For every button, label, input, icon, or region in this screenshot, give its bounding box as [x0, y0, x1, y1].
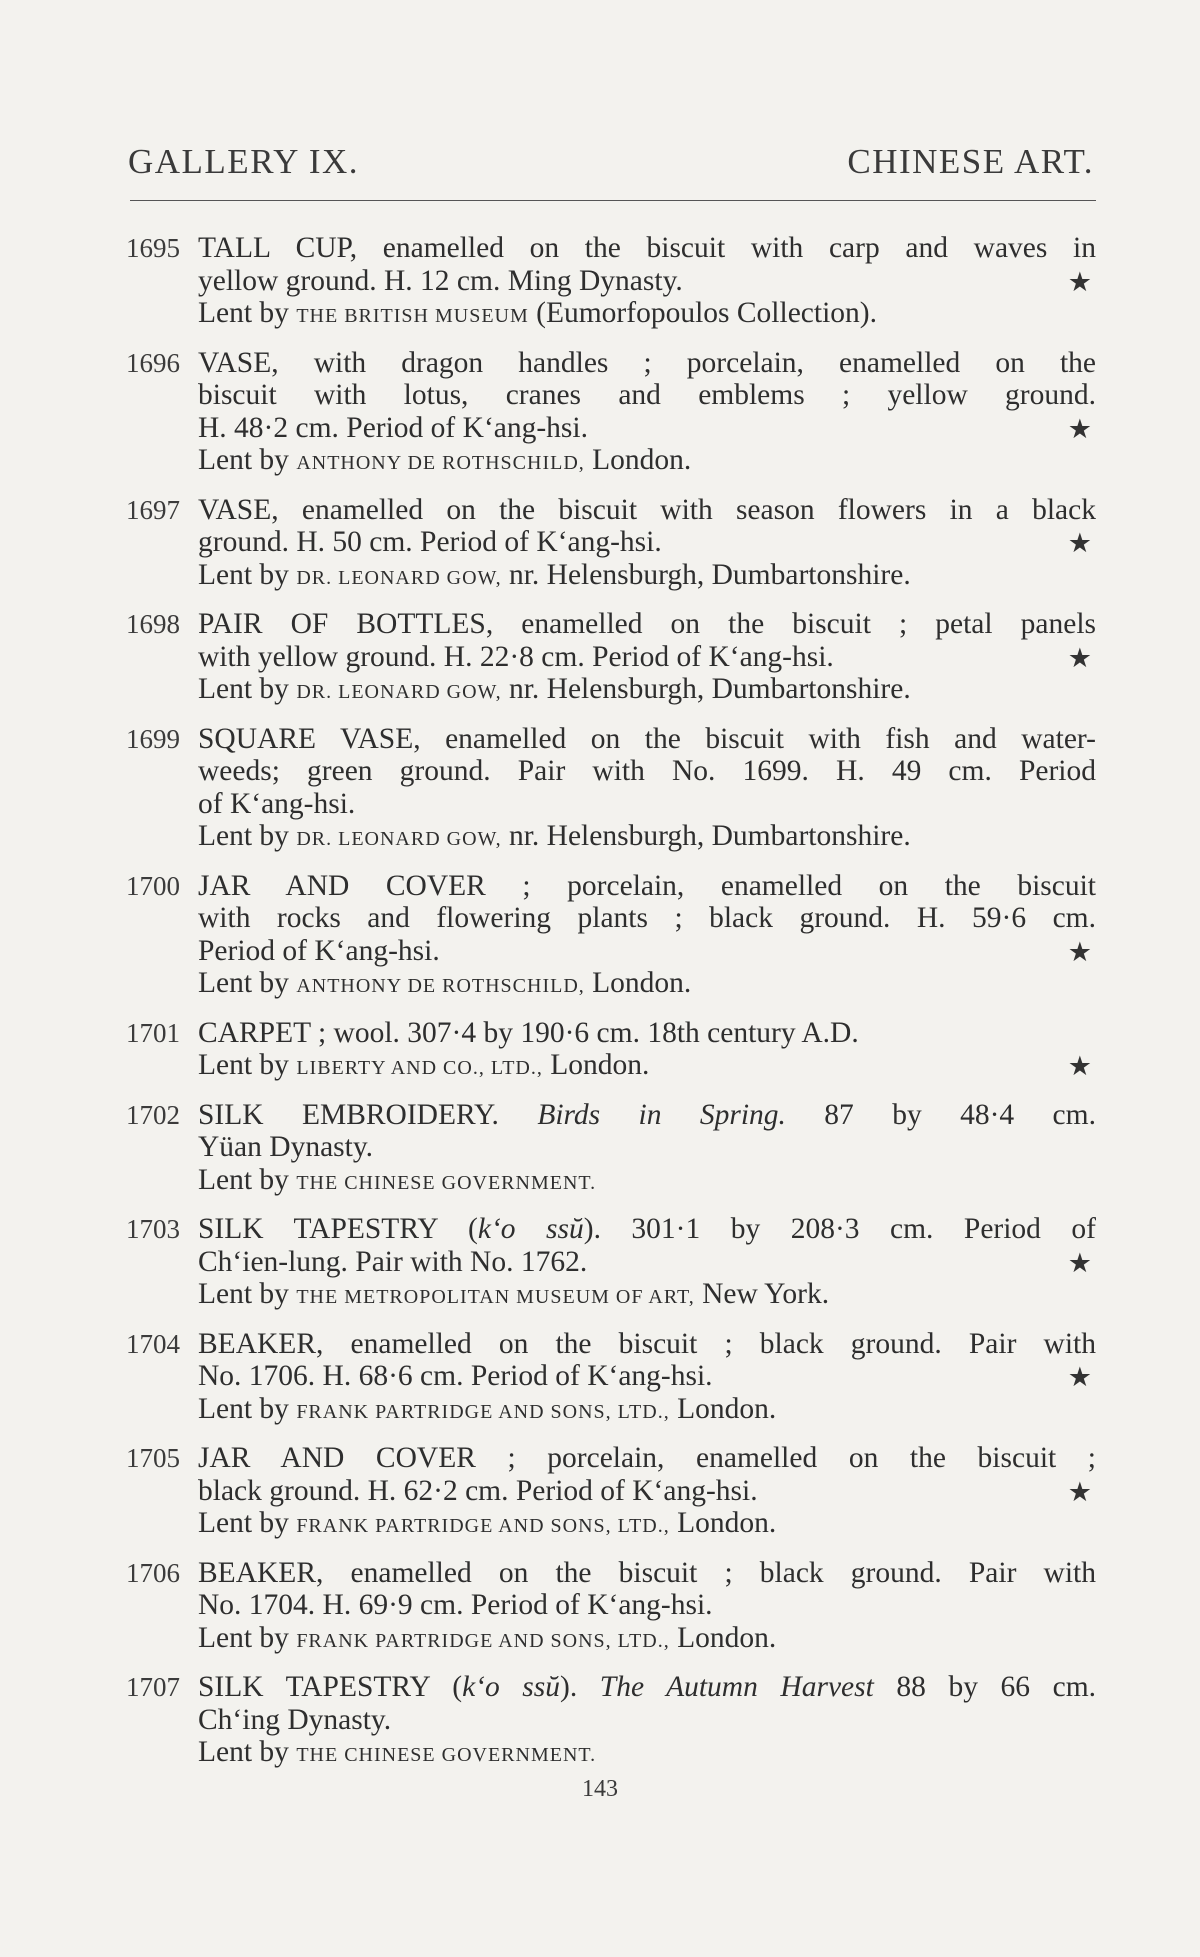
lent-by-label: Lent by	[198, 1163, 289, 1196]
lender-line	[198, 820, 1096, 856]
lender-location: New York.	[702, 1278, 830, 1310]
lent-by-label: Lent by	[198, 297, 289, 329]
entry-description-line	[198, 1360, 1096, 1393]
lender-name: LIBERTY AND CO., LTD.,	[296, 1057, 543, 1079]
entry-title-italic: Birds in Spring.	[537, 1098, 786, 1131]
star-icon: ★	[1067, 266, 1092, 297]
entry-description-line	[198, 1213, 1096, 1246]
catalogue-entry	[126, 1557, 1096, 1658]
lender-name: DR. LEONARD GOW,	[296, 828, 502, 850]
catalogue-entries	[126, 232, 1096, 1786]
lent-by-label: Lent by	[198, 1049, 289, 1081]
entry-title-italic: The Autumn Harvest	[599, 1671, 874, 1703]
lender-line	[198, 559, 1096, 595]
lent-by-label: Lent by	[198, 444, 289, 476]
entry-body	[198, 1442, 1096, 1543]
lender-name: DR. LEONARD GOW,	[296, 681, 502, 703]
entry-body	[198, 723, 1096, 856]
entry-body	[198, 347, 1096, 480]
lender-line	[198, 444, 1096, 480]
entry-number: 1701	[126, 1017, 180, 1048]
lender-name: THE CHINESE GOVERNMENT.	[296, 1744, 597, 1766]
running-header	[128, 142, 1094, 182]
catalogue-entry	[126, 347, 1096, 480]
header-rule	[130, 200, 1096, 201]
catalogue-entry	[126, 1213, 1096, 1314]
entry-description-line	[198, 526, 1096, 559]
lender-name: THE CHINESE GOVERNMENT.	[296, 1171, 597, 1194]
entry-number: 1707	[126, 1672, 180, 1702]
entry-body	[198, 870, 1096, 1003]
entry-number: 1696	[126, 347, 180, 378]
lender-line	[198, 1507, 1096, 1543]
entry-description-part: 87 by 48·4 cm.	[785, 1098, 1096, 1131]
entry-number: 1705	[126, 1443, 180, 1473]
entry-body	[198, 1213, 1096, 1314]
lender-location: London.	[592, 444, 692, 476]
entry-description-line	[198, 1671, 1096, 1704]
entry-description-line: VASE, with dragon handles ; porcelain, enamelled on the	[198, 346, 1096, 379]
lender-name: THE METROPOLITAN MUSEUM OF ART,	[296, 1286, 695, 1308]
catalogue-entry	[126, 1017, 1096, 1085]
catalogue-entry	[126, 494, 1096, 595]
entry-body	[198, 608, 1096, 709]
catalogue-entry	[126, 1328, 1096, 1429]
entry-description-line	[198, 935, 1096, 968]
lender-location: London.	[550, 1049, 650, 1081]
entry-title-italic: k‘o ssŭ	[462, 1671, 561, 1703]
entry-description-text: yellow ground. H. 12 cm. Ming Dynasty.	[198, 264, 683, 297]
entry-description-line: with rocks and flowering plants ; black ground. H. 59·6 cm.	[198, 902, 1096, 934]
entry-body	[198, 1557, 1096, 1658]
star-icon: ★	[1067, 936, 1092, 967]
entry-body	[198, 232, 1096, 333]
catalogue-entry	[126, 870, 1096, 1003]
entry-description-line: VASE, enamelled on the biscuit with season flowers in a black	[198, 493, 1096, 526]
lender-line	[198, 1393, 1096, 1429]
entry-body	[198, 1099, 1096, 1200]
entry-number: 1695	[126, 233, 180, 263]
catalogue-entry	[126, 1099, 1096, 1200]
entry-number: 1699	[126, 723, 180, 754]
star-icon: ★	[1067, 528, 1092, 558]
entry-description-line: biscuit with lotus, cranes and emblems ; yellow ground.	[198, 379, 1096, 411]
entry-body	[198, 1017, 1096, 1085]
entry-description-line: weeds; green ground. Pair with No. 1699. H. 49 cm. Period	[198, 755, 1096, 787]
entry-description-text: Ch‘ien-lung. Pair with No. 1762.	[198, 1245, 588, 1278]
star-icon: ★	[1067, 642, 1092, 673]
lent-by-label: Lent by	[198, 1392, 289, 1425]
lent-by-label: Lent by	[198, 1507, 289, 1539]
entry-description-line: Yüan Dynasty.	[198, 1131, 374, 1163]
entry-description-line: No. 1704. H. 69·9 cm. Period of K‘ang-hsi.	[198, 1589, 713, 1621]
lender-location: London.	[677, 1392, 777, 1425]
header-section: CHINESE ART.	[847, 142, 1094, 181]
entry-body	[198, 1671, 1096, 1772]
lent-by-label: Lent by	[198, 1621, 289, 1654]
entry-description-line	[198, 641, 1096, 674]
catalogue-entry	[126, 1671, 1096, 1772]
entry-description-line: of K‘ang-hsi.	[198, 787, 356, 820]
entry-description-line	[198, 1246, 1096, 1279]
lender-name: ANTHONY DE ROTHSCHILD,	[296, 975, 585, 997]
entry-description-part: SILK EMBROIDERY.	[198, 1098, 538, 1131]
entry-description-line	[198, 1475, 1096, 1508]
catalogue-entry	[126, 232, 1096, 333]
lender-name: FRANK PARTRIDGE AND SONS, LTD.,	[296, 1629, 670, 1652]
star-icon: ★	[1067, 1247, 1092, 1278]
entry-description-text: H. 48·2 cm. Period of K‘ang-hsi.	[198, 411, 588, 444]
entry-description-line: BEAKER, enamelled on the biscuit ; black ground. Pair with	[198, 1327, 1096, 1360]
lender-name: DR. LEONARD GOW,	[296, 566, 502, 589]
entry-description-line	[198, 412, 1096, 445]
entry-description-line	[198, 1099, 1096, 1132]
lender-name: ANTHONY DE ROTHSCHILD,	[296, 452, 585, 474]
header-gallery: GALLERY IX.	[128, 142, 360, 181]
entry-description-line: JAR AND COVER ; porcelain, enamelled on the biscuit ;	[198, 1442, 1096, 1474]
lender-line	[198, 1622, 1096, 1658]
entry-description-line	[198, 265, 1096, 298]
lent-by-label: Lent by	[198, 1278, 289, 1310]
entry-description-part: ).	[560, 1671, 600, 1703]
entry-description-part: SILK TAPESTRY (	[198, 1671, 463, 1703]
entry-description-text: with yellow ground. H. 22·8 cm. Period of K‘ang-hsi.	[198, 640, 834, 673]
entry-description-line: PAIR OF BOTTLES, enamelled on the biscuit ; petal panels	[198, 608, 1096, 640]
lender-location: nr. Helensburgh, Dumbartonshire.	[508, 558, 911, 591]
entry-number: 1698	[126, 609, 180, 639]
entry-body	[198, 494, 1096, 595]
lender-line	[198, 673, 1096, 709]
lender-line	[198, 297, 1096, 333]
entry-description-line: CARPET ; wool. 307·4 by 190·6 cm. 18th century A.D.	[198, 1016, 859, 1049]
catalogue-entry	[126, 723, 1096, 856]
lent-by-label: Lent by	[198, 1736, 289, 1768]
entry-description-part: ). 301·1 by 208·3 cm. Period of	[583, 1213, 1096, 1245]
entry-description-line: BEAKER, enamelled on the biscuit ; black ground. Pair with	[198, 1556, 1096, 1589]
lender-name: THE BRITISH MUSEUM	[296, 305, 529, 327]
lender-line	[198, 1278, 1096, 1314]
entry-number: 1697	[126, 494, 180, 525]
lender-line	[198, 1049, 1096, 1085]
entry-description-text: No. 1706. H. 68·6 cm. Period of K‘ang-hsi.	[198, 1360, 713, 1392]
lender-location: nr. Helensburgh, Dumbartonshire.	[508, 820, 911, 852]
entry-number: 1700	[126, 870, 180, 901]
entry-description-part: 88 by 66 cm.	[873, 1671, 1097, 1703]
lender-location: London.	[592, 967, 692, 999]
catalogue-entry	[126, 1442, 1096, 1543]
lender-name: FRANK PARTRIDGE AND SONS, LTD.,	[296, 1400, 670, 1423]
star-icon: ★	[1067, 413, 1092, 444]
entry-description-text: ground. H. 50 cm. Period of K‘ang-hsi.	[198, 526, 662, 558]
lender-location: nr. Helensburgh, Dumbartonshire.	[508, 673, 911, 705]
page-number: 143	[582, 1776, 618, 1802]
entry-number: 1703	[126, 1214, 180, 1244]
entry-description-line: Ch‘ing Dynasty.	[198, 1703, 392, 1736]
lent-by-label: Lent by	[198, 673, 289, 705]
entry-description-part: SILK TAPESTRY (	[198, 1213, 478, 1245]
entry-number: 1706	[126, 1557, 180, 1588]
lender-line	[198, 1736, 1096, 1772]
lender-location: London.	[677, 1507, 777, 1539]
lender-line	[198, 1164, 1096, 1200]
star-icon: ★	[1067, 1476, 1092, 1507]
entry-title-italic: k‘o ssŭ	[477, 1213, 584, 1245]
star-icon: ★	[1067, 1051, 1092, 1081]
entry-description-text: black ground. H. 62·2 cm. Period of K‘ang-hsi.	[198, 1474, 758, 1507]
star-icon: ★	[1067, 1362, 1092, 1392]
entry-body	[198, 1328, 1096, 1429]
lent-by-label: Lent by	[198, 967, 289, 999]
entry-description-text: Period of K‘ang-hsi.	[198, 934, 440, 967]
entry-description-line: SQUARE VASE, enamelled on the biscuit with fish and water-	[198, 722, 1096, 755]
catalogue-entry	[126, 608, 1096, 709]
lent-by-label: Lent by	[198, 820, 289, 852]
entry-description-line: JAR AND COVER ; porcelain, enamelled on the biscuit	[198, 869, 1096, 902]
lender-line	[198, 967, 1096, 1003]
entry-number: 1704	[126, 1328, 180, 1359]
lender-name: FRANK PARTRIDGE AND SONS, LTD.,	[296, 1515, 670, 1537]
lender-location: London.	[677, 1621, 777, 1654]
entry-description-line: TALL CUP, enamelled on the biscuit with carp and waves in	[198, 232, 1096, 264]
entry-number: 1702	[126, 1099, 180, 1130]
lent-by-label: Lent by	[198, 558, 289, 591]
lender-location: (Eumorfopoulos Collection).	[536, 297, 877, 329]
